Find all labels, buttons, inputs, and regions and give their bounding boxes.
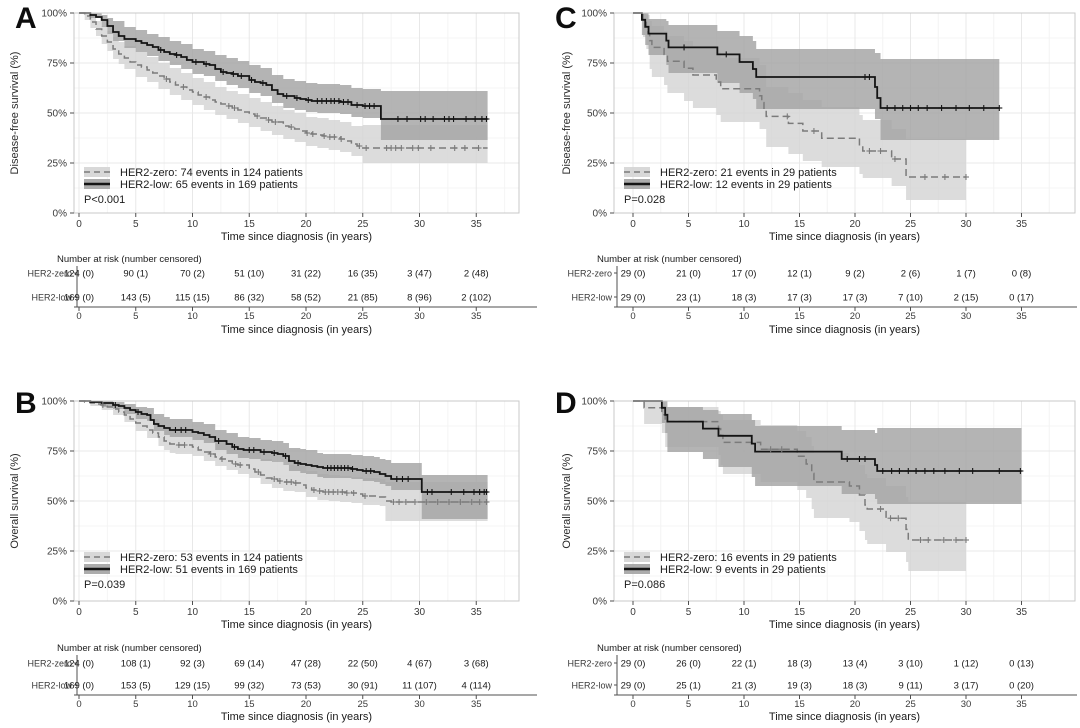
x-tick-label: 30 bbox=[960, 699, 972, 710]
y-tick-label: 75% bbox=[46, 446, 67, 458]
x-tick-label: 10 bbox=[187, 311, 198, 322]
risk-cell: 99 (32) bbox=[234, 680, 265, 692]
risk-cell: 12 (1) bbox=[787, 268, 812, 280]
risk-cell: 19 (3) bbox=[787, 680, 812, 692]
x-tick-label: 30 bbox=[960, 219, 972, 230]
x-tick-label: 5 bbox=[685, 311, 692, 322]
risk-cell: 0 (8) bbox=[1011, 268, 1032, 280]
x-tick-label: 0 bbox=[76, 219, 82, 230]
x-tick-label: 0 bbox=[630, 607, 636, 618]
x-tick-label: 30 bbox=[960, 311, 972, 322]
risk-row-label: HER2-low bbox=[571, 292, 612, 303]
risk-cell: 17 (3) bbox=[842, 292, 868, 304]
panel-letter: A bbox=[15, 2, 37, 35]
x-tick-label: 15 bbox=[243, 311, 255, 322]
x-tick-label: 25 bbox=[357, 219, 369, 230]
risk-cell: 124 (0) bbox=[63, 658, 95, 670]
x-tick-label: 25 bbox=[357, 699, 369, 710]
x-tick-label: 10 bbox=[186, 607, 199, 618]
y-tick-label: 75% bbox=[586, 446, 607, 458]
risk-cell: 21 (85) bbox=[347, 292, 378, 304]
risk-table-header: Number at risk (number censored) bbox=[57, 254, 202, 265]
x-tick-label: 20 bbox=[849, 219, 861, 230]
y-axis-title: Overall survival (%) bbox=[9, 453, 21, 549]
panel-d bbox=[540, 385, 1080, 728]
risk-row-label: HER2-zero bbox=[27, 658, 72, 669]
risk-cell: 69 (14) bbox=[234, 658, 265, 670]
y-tick-label: 100% bbox=[581, 8, 607, 20]
km-plot bbox=[0, 0, 540, 250]
x-tick-label: 5 bbox=[685, 699, 692, 710]
risk-row-label: HER2-zero bbox=[567, 658, 612, 669]
p-value: P<0.001 bbox=[84, 194, 126, 206]
x-tick-label: 5 bbox=[685, 219, 692, 230]
x-tick-label: 20 bbox=[300, 311, 312, 322]
legend-label: HER2-zero: 74 events in 124 patients bbox=[120, 167, 303, 179]
risk-cell: 18 (3) bbox=[787, 658, 812, 670]
y-tick-label: 25% bbox=[46, 546, 67, 558]
x-tick-label: 35 bbox=[470, 607, 482, 618]
panel-letter: C bbox=[555, 2, 577, 35]
x-tick-label: 35 bbox=[470, 219, 482, 230]
x-tick-label: 25 bbox=[357, 607, 369, 618]
x-tick-label: 10 bbox=[738, 607, 750, 618]
risk-cell: 4 (67) bbox=[407, 658, 432, 670]
x-tick-label: 35 bbox=[1016, 699, 1027, 710]
risk-cell: 13 (4) bbox=[842, 658, 868, 670]
x-axis-title: Time since diagnosis (in years) bbox=[220, 231, 373, 243]
km-plot bbox=[540, 0, 1080, 250]
risk-cell: 4 (114) bbox=[461, 680, 491, 692]
x-tick-label: 5 bbox=[133, 699, 139, 710]
x-tick-label: 0 bbox=[76, 607, 82, 618]
y-tick-label: 25% bbox=[46, 158, 67, 170]
x-tick-label: 5 bbox=[132, 607, 139, 618]
risk-cell: 22 (50) bbox=[347, 658, 378, 670]
x-axis-title: Time since diagnosis (in years) bbox=[768, 231, 921, 243]
risk-table-header: Number at risk (number censored) bbox=[597, 254, 742, 265]
risk-table-header: Number at risk (number censored) bbox=[597, 643, 742, 654]
risk-row-label: HER2-low bbox=[571, 680, 612, 691]
panel-letter: D bbox=[555, 387, 577, 420]
risk-cell: 47 (28) bbox=[290, 658, 322, 670]
km-plot bbox=[0, 385, 540, 640]
x-axis-title: Time since diagnosis (in years) bbox=[220, 711, 373, 723]
x-tick-label: 30 bbox=[414, 699, 425, 710]
y-tick-label: 100% bbox=[581, 396, 607, 408]
y-tick-label: 25% bbox=[586, 158, 607, 170]
x-tick-label: 15 bbox=[793, 607, 806, 618]
legend-label: HER2-zero: 21 events in 29 patients bbox=[660, 167, 837, 179]
panel-b bbox=[0, 385, 540, 728]
y-tick-label: 50% bbox=[586, 108, 607, 120]
x-tick-label: 15 bbox=[794, 699, 805, 710]
risk-cell: 0 (13) bbox=[1009, 658, 1034, 670]
legend-label: HER2-zero: 53 events in 124 patients bbox=[120, 552, 303, 564]
p-value: P=0.028 bbox=[624, 194, 666, 206]
x-tick-label: 20 bbox=[849, 699, 861, 710]
risk-cell: 21 (3) bbox=[731, 680, 757, 692]
panel-a bbox=[0, 0, 540, 385]
legend-label: HER2-low: 65 events in 169 patients bbox=[120, 179, 298, 191]
risk-cell: 153 (5) bbox=[120, 680, 151, 692]
x-axis-title: Time since diagnosis (in years) bbox=[768, 619, 921, 631]
x-tick-label: 0 bbox=[76, 311, 82, 322]
risk-cell: 1 (7) bbox=[956, 268, 976, 280]
x-tick-label: 15 bbox=[794, 311, 805, 322]
risk-cell: 18 (3) bbox=[842, 680, 868, 692]
risk-cell: 115 (15) bbox=[175, 292, 210, 304]
risk-cell: 29 (0) bbox=[620, 658, 646, 670]
risk-cell: 70 (2) bbox=[180, 268, 205, 280]
risk-cell: 16 (35) bbox=[347, 268, 378, 280]
risk-cell: 3 (47) bbox=[407, 268, 432, 280]
x-tick-label: 0 bbox=[630, 219, 636, 230]
x-tick-label: 25 bbox=[904, 607, 917, 618]
x-tick-label: 0 bbox=[76, 699, 82, 710]
risk-cell: 31 (22) bbox=[290, 268, 322, 280]
x-tick-label: 30 bbox=[414, 311, 425, 322]
risk-cell: 3 (68) bbox=[463, 658, 489, 670]
risk-cell: 23 (1) bbox=[676, 292, 701, 304]
y-axis-title: Overall survival (%) bbox=[561, 453, 573, 549]
risk-cell: 0 (17) bbox=[1009, 292, 1034, 304]
x-tick-label: 5 bbox=[132, 219, 139, 230]
km-plot bbox=[540, 385, 1080, 640]
x-axis-title: Time since diagnosis (in years) bbox=[220, 324, 373, 336]
risk-cell: 124 (0) bbox=[63, 268, 95, 280]
x-tick-label: 15 bbox=[243, 699, 255, 710]
risk-cell: 18 (3) bbox=[731, 292, 757, 304]
x-tick-label: 10 bbox=[186, 219, 199, 230]
risk-cell: 3 (17) bbox=[953, 680, 979, 692]
x-tick-label: 20 bbox=[300, 607, 312, 618]
legend-label: HER2-low: 12 events in 29 patients bbox=[660, 179, 832, 191]
x-tick-label: 0 bbox=[630, 311, 636, 322]
x-tick-label: 10 bbox=[187, 699, 198, 710]
risk-cell: 29 (0) bbox=[620, 268, 646, 280]
x-tick-label: 5 bbox=[133, 311, 139, 322]
y-tick-label: 0% bbox=[592, 596, 607, 608]
risk-cell: 2 (15) bbox=[953, 292, 979, 304]
legend-label: HER2-low: 9 events in 29 patients bbox=[660, 564, 826, 576]
risk-cell: 143 (5) bbox=[120, 292, 151, 304]
y-tick-label: 100% bbox=[41, 8, 67, 20]
risk-cell: 25 (1) bbox=[676, 680, 701, 692]
y-tick-label: 75% bbox=[46, 58, 67, 70]
y-tick-label: 50% bbox=[46, 496, 67, 508]
x-tick-label: 15 bbox=[243, 219, 255, 230]
risk-cell: 2 (6) bbox=[900, 268, 921, 280]
risk-cell: 29 (0) bbox=[620, 680, 646, 692]
x-tick-label: 15 bbox=[243, 607, 255, 618]
panel-c bbox=[540, 0, 1080, 385]
risk-cell: 17 (0) bbox=[731, 268, 757, 280]
y-tick-label: 0% bbox=[52, 208, 67, 220]
risk-table bbox=[540, 250, 1080, 385]
x-axis-title: Time since diagnosis (in years) bbox=[768, 711, 921, 723]
x-tick-label: 20 bbox=[300, 699, 312, 710]
risk-cell: 2 (102) bbox=[461, 292, 492, 304]
x-axis-title: Time since diagnosis (in years) bbox=[768, 324, 921, 336]
y-tick-label: 0% bbox=[52, 596, 67, 608]
risk-row-label: HER2-low bbox=[31, 680, 72, 691]
risk-cell: 29 (0) bbox=[620, 292, 646, 304]
x-tick-label: 30 bbox=[960, 607, 972, 618]
y-tick-label: 50% bbox=[586, 496, 607, 508]
y-tick-label: 100% bbox=[41, 396, 67, 408]
risk-cell: 9 (11) bbox=[898, 680, 923, 692]
x-tick-label: 35 bbox=[1015, 607, 1028, 618]
x-tick-label: 20 bbox=[849, 607, 861, 618]
risk-cell: 51 (10) bbox=[234, 268, 265, 280]
p-value: P=0.039 bbox=[84, 579, 126, 591]
y-tick-label: 50% bbox=[46, 108, 67, 120]
x-tick-label: 0 bbox=[630, 699, 636, 710]
risk-table bbox=[540, 640, 1080, 728]
risk-cell: 90 (1) bbox=[123, 268, 149, 280]
risk-cell: 11 (107) bbox=[402, 680, 437, 692]
risk-cell: 21 (0) bbox=[676, 268, 701, 280]
risk-table bbox=[0, 250, 540, 385]
x-tick-label: 25 bbox=[905, 311, 916, 322]
x-tick-label: 25 bbox=[905, 699, 916, 710]
risk-cell: 169 (0) bbox=[63, 292, 95, 304]
risk-cell: 3 (10) bbox=[898, 658, 923, 670]
risk-row-label: HER2-zero bbox=[27, 268, 72, 279]
x-tick-label: 35 bbox=[470, 699, 482, 710]
x-tick-label: 15 bbox=[793, 219, 806, 230]
risk-cell: 26 (0) bbox=[676, 658, 701, 670]
x-tick-label: 35 bbox=[470, 311, 482, 322]
risk-cell: 1 (12) bbox=[953, 658, 979, 670]
y-tick-label: 0% bbox=[592, 208, 607, 220]
risk-cell: 129 (15) bbox=[174, 680, 211, 692]
risk-cell: 0 (20) bbox=[1009, 680, 1034, 692]
x-tick-label: 5 bbox=[685, 607, 692, 618]
x-tick-label: 10 bbox=[738, 219, 750, 230]
risk-cell: 86 (32) bbox=[234, 292, 265, 304]
risk-row-label: HER2-low bbox=[31, 292, 72, 303]
x-tick-label: 35 bbox=[1016, 311, 1027, 322]
risk-cell: 22 (1) bbox=[731, 658, 757, 670]
risk-cell: 7 (10) bbox=[898, 292, 923, 304]
risk-cell: 8 (96) bbox=[407, 292, 432, 304]
risk-cell: 92 (3) bbox=[180, 658, 205, 670]
x-tick-label: 20 bbox=[849, 311, 861, 322]
risk-cell: 2 (48) bbox=[463, 268, 489, 280]
risk-cell: 58 (52) bbox=[290, 292, 322, 304]
risk-row-label: HER2-zero bbox=[567, 268, 612, 279]
risk-table-header: Number at risk (number censored) bbox=[57, 643, 202, 654]
y-axis-title: Disease-free survival (%) bbox=[561, 51, 573, 175]
x-tick-label: 10 bbox=[738, 311, 750, 322]
risk-cell: 9 (2) bbox=[845, 268, 865, 280]
x-tick-label: 20 bbox=[300, 219, 312, 230]
x-axis-title: Time since diagnosis (in years) bbox=[220, 619, 373, 631]
risk-cell: 30 (91) bbox=[347, 680, 378, 692]
y-tick-label: 75% bbox=[586, 58, 607, 70]
x-tick-label: 25 bbox=[357, 311, 369, 322]
p-value: P=0.086 bbox=[624, 579, 666, 591]
panel-letter: B bbox=[15, 387, 37, 420]
x-tick-label: 25 bbox=[904, 219, 917, 230]
risk-table bbox=[0, 640, 540, 728]
x-tick-label: 35 bbox=[1015, 219, 1028, 230]
legend-label: HER2-zero: 16 events in 29 patients bbox=[660, 552, 837, 564]
x-tick-label: 10 bbox=[738, 699, 750, 710]
risk-cell: 169 (0) bbox=[63, 680, 95, 692]
risk-cell: 73 (53) bbox=[290, 680, 322, 692]
y-tick-label: 25% bbox=[586, 546, 607, 558]
risk-cell: 108 (1) bbox=[120, 658, 151, 670]
x-tick-label: 30 bbox=[413, 219, 426, 230]
risk-cell: 17 (3) bbox=[787, 292, 812, 304]
legend-label: HER2-low: 51 events in 169 patients bbox=[120, 564, 298, 576]
y-axis-title: Disease-free survival (%) bbox=[9, 51, 21, 175]
x-tick-label: 30 bbox=[413, 607, 426, 618]
